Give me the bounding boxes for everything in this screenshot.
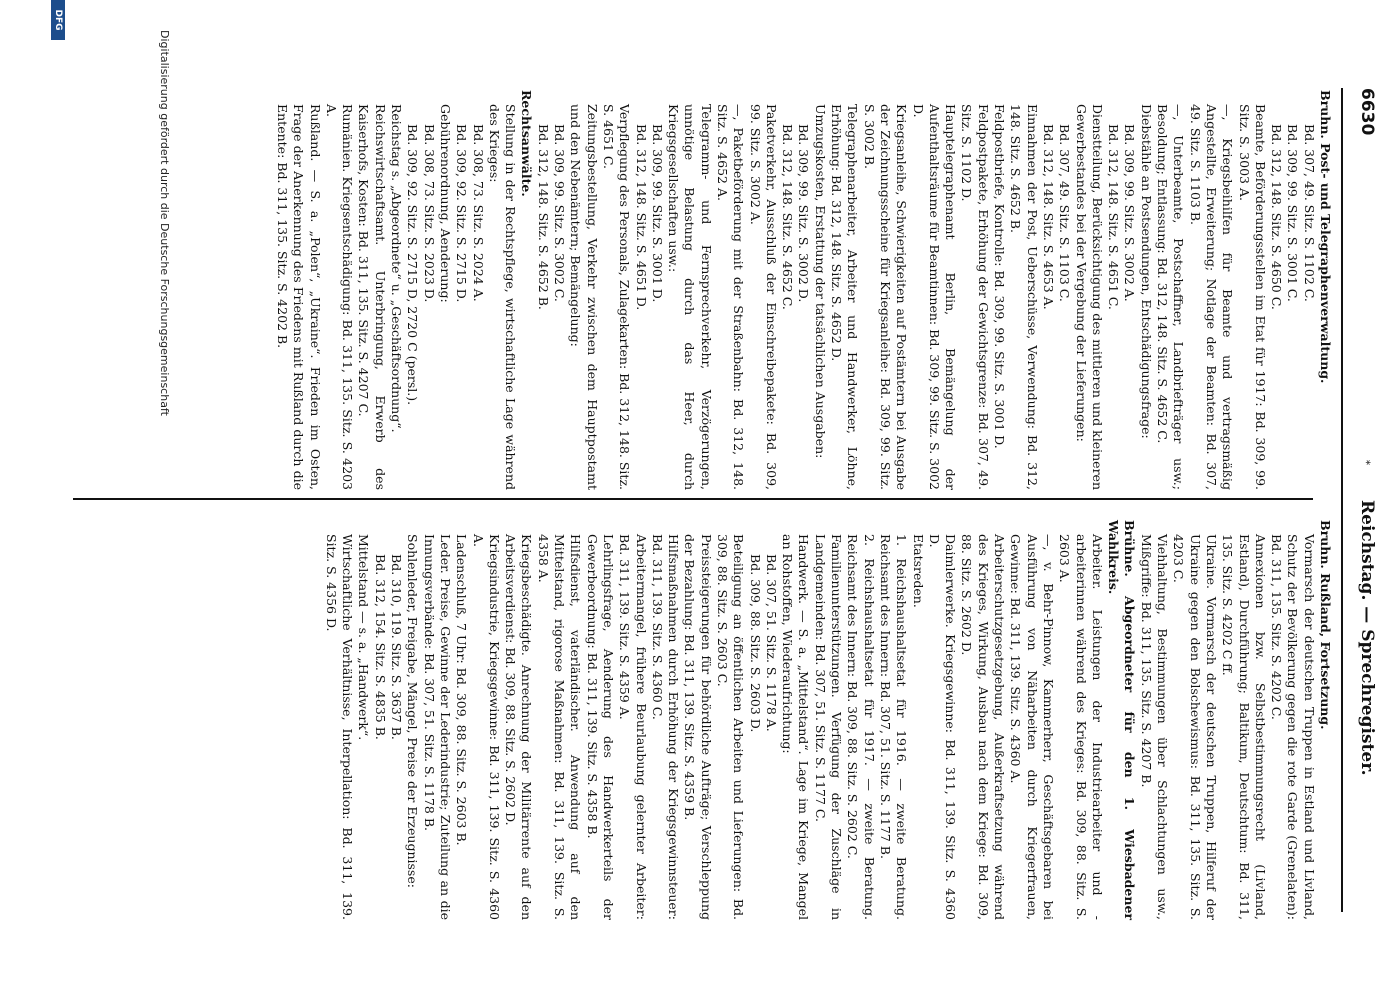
index-entry: Bd. 312, 148. Sitz. S. 4653 A.: [1040, 124, 1056, 310]
index-entry: Paketverkehr, Ausschluß der Einschreibepakete: Bd. 309, 99. Sitz. S. 3002 A.: [747, 104, 779, 490]
index-entry: Viehhaltung, Bestimmungen über Schlachtungen usw., Mißgriffe: Bd. 311, 135. Sitz. S. 4207 B.: [1138, 534, 1171, 920]
index-entry: Feldpostpakete, Erhöhung der Gewichtsgrenze: Bd. 307, 49. Sitz. S. 1102 D.: [959, 104, 991, 490]
index-entry: Bd. 312, 148. Sitz. S. 4650 C.: [1269, 124, 1285, 310]
index-entry: Bd. 312, 148. Sitz. S. 4651 C.: [1106, 124, 1122, 310]
index-entry: Umzugskosten, Erstattung der tatsächlichen Ausgaben:: [812, 104, 828, 459]
index-entry: Sohlenleder, Freigabe, Mängel, Preise der Erzeugnisse:: [405, 534, 421, 888]
index-entry: Feldpostbriefe, Kontrolle: Bd. 309, 99. Sitz. S. 3001 D.: [992, 104, 1008, 449]
entry-heading: Rechtsanwälte.: [519, 90, 535, 197]
index-entry: Bd. 309, 88. Sitz. S. 2603 D.: [747, 554, 763, 733]
index-entry: Hilfsmaßnahmen durch Erhöhung der Kriegsgewinnsteuer: Bd. 311, 139. Sitz. S. 4360 C.: [649, 534, 682, 920]
index-entry: Beamte, Beförderungsstellen im Etat für 1917: Bd. 309, 99. Sitz. S. 3003 A.: [1236, 104, 1268, 490]
index-entry: Arbeitermangel, frühere Beurlaubung gelernter Arbeiter: Bd. 311, 139. Sitz. S. 4359 A.: [617, 534, 649, 920]
index-entry: —, v. Behr-Pinnow, Kammerherr, Geschäftsgebaren bei Ausführung von Näharbeiten durch Kriegerfrauen, Gewinne: Bd. 311, 139. Sitz. S. 4360 A.: [1008, 534, 1056, 920]
index-entry: Lehrlingsfrage, Aenderung des Handwerkerteils der Gewerbeordnung: Bd. 311, 139. Sitz. S. 4358 B.: [584, 534, 616, 920]
index-entry: Bd. 308, 73. Sitz. S. 2023 D.: [421, 124, 437, 303]
index-entry: Hauptelegraphenamt Berlin, Bemängelung der Aufenthaltsräume für Beamtinnen: Bd. 309, 99. Sitz. S. 3002 D.: [910, 104, 959, 490]
index-entry: Rumänien. Kriegsentschädigung: Bd. 311, 135. Sitz. S. 4203 A.: [323, 104, 356, 490]
index-entry: Ukraine. Vormarsch der deutschen Truppen, Hilferuf der Ukraine gegen den Bolschewismus: Bd. 311, 135. Sitz. S. 4203 C.: [1171, 534, 1219, 920]
index-entry: Bd. 310, 119. Sitz. S. 3637 B.: [389, 554, 405, 740]
page-number: 6630: [1357, 88, 1377, 136]
column-divider: [73, 498, 1313, 500]
index-entry: Bd. 309, 99. Sitz. S. 3001 C.: [1285, 124, 1301, 302]
index-entry: Vormarsch der deutschen Truppen in Estland und Livland, Schutz der Bevölkerung gegen die rote Garde (Grenelaten): Bd. 311, 135. Sitz. S. 4202 C.: [1269, 534, 1317, 920]
index-entry: Bd. 309, 92. Sitz. S. 2715 D, 2720 C (persl.).: [405, 124, 421, 406]
index-entry: Daimlerwerke. Kriegsgewinne: Bd. 311, 139. Sitz. S. 4360 D.: [926, 534, 959, 920]
index-entry: Verpflegung des Personals, Zulagekarten: Bd. 312, 148. Sitz. S. 4651 C.: [600, 104, 633, 491]
right-column: [323, 520, 1333, 920]
index-entry: Leder. Preise, Gewinne der Lederindustrie; Zuteilung an die Innungsverbände: Bd. 307, 51. Sitz. S. 1178 B.: [421, 534, 453, 920]
index-entry: Stellung in der Rechtspflege, wirtschaftliche Lage während des Krieges:: [486, 104, 519, 490]
index-entry: Reichstag s. „Abgeordnete“ u. „Geschäftsordnung“.: [389, 104, 405, 433]
index-entry: Bd. 307, 51. Sitz. S. 1178 A.: [763, 554, 779, 732]
index-entry: Bd. 312, 148. Sitz. S. 4652 C.: [780, 124, 796, 310]
index-entry: Beteiligung an öffentlichen Arbeiten und Lieferungen: Bd. 309, 88. Sitz. S. 2603 C.: [715, 534, 747, 920]
index-entry: Dienstteilung, Berücksichtigung des mittleren und kleineren Gewerbestandes bei der Vergebung der Lieferungen:: [1073, 104, 1105, 490]
index-entry: Telegraphenarbeiter, Arbeiter und Handwerker, Löhne, Erhöhung: Bd. 312, 148. Sitz. S. 4652 D.: [829, 104, 861, 490]
index-entry: Annexionen bzw. Selbstbestimmungsrecht (Livland, Estland), Durchführung; Baltikum, Deutschtum: Bd. 311, 135. Sitz. S. 4202 C ff.: [1220, 534, 1268, 920]
index-entry: Rußland. — S. a. „Polen“, „Ukraine“. Frieden im Osten, Frage der Anerkennung des Friedens mit Rußland durch die Entente: Bd. 311, 135. Sitz. S. 4202 B.: [275, 104, 323, 490]
index-entry: Diebstähle an Postsendungen, Entschädigungsfrage:: [1138, 104, 1154, 439]
index-entry: Kriegsbeschädigte. Anrechnung der Militärrente auf den Arbeitsverdienst: Bd. 309, 88. Sitz. S. 2602 D.: [503, 534, 535, 920]
index-entry: Bd. 309, 99. Sitz. S. 3002 C.: [552, 124, 568, 302]
index-entry: Einnahmen der Post, Ueberschüsse, Verwendung: Bd. 312, 148. Sitz. S. 4652 B.: [1008, 104, 1040, 490]
index-entry: Bd. 307, 49. Sitz. S. 1102 C.: [1301, 124, 1317, 302]
dfg-logo: DFG: [51, 0, 65, 40]
index-entry: Familienunterstützungen. Verfügung der Zuschläge in Landgemeinden: Bd. 307, 51. Sitz. S. 1177 C.: [812, 534, 845, 920]
index-entry: Bd. 312, 148. Sitz. S. 4651 D.: [633, 124, 649, 311]
header-rule: [1341, 88, 1343, 912]
page-star: *: [1360, 460, 1371, 465]
index-entry: Wirtschaftliche Verhältnisse, Interpellation: Bd. 311, 139. Sitz. S. 4356 D.: [323, 534, 356, 920]
left-column: [274, 90, 1333, 490]
index-entry: Preissteigerungen für behördliche Aufträge; Verschleppung der Bezahlung: Bd. 311, 139. Sitz. S. 4359 B.: [682, 534, 714, 920]
index-entry: Kriegsanleihe, Schwierigkeiten auf Postämtern bei Ausgabe der Zeichnungsscheine für Kriegsanleihe: Bd. 309, 99. Sitz. S. 3002 B.: [861, 104, 910, 490]
index-entry: Telegramm- und Fernsprechverkehr, Verzögerungen, unnötige Belastung durch das Heer, durch Kriegsgesellschaften usw.:: [666, 104, 714, 490]
index-entry: Arbeiterschutzgesetzgebung, Außerkraftsetzung während des Krieges, Wirkung, Ausbau nach dem Kriege: Bd. 309, 88. Sitz. S. 2602 D.: [959, 534, 1008, 920]
index-entry: Etatsreden.: [910, 534, 926, 608]
entry-heading: Brühne. Abgeordneter für den 1. Wiesbadener Wahlkreis.: [1106, 520, 1138, 920]
index-entry: Handwerk. — S. a. „Mittelstand“. Lage im Kriege, Mangel an Rohstoffen, Wiederaufrichtung:: [780, 534, 812, 920]
index-entry: Bd. 307, 49. Sitz. S. 1103 C.: [1057, 124, 1073, 302]
index-entry: —, Kriegsbeihilfen für Beamte und vertragsmäßig Angestellte, Erweiterung; Notlage der Beamten: Bd. 307, 49. Sitz. S. 1103 B.: [1187, 104, 1236, 490]
footer-note: Digitalisierung gefördert durch die Deutsche Forschungsgemeinschaft: [158, 30, 171, 416]
index-entry: Reichswirtschaftsamt. Unterbringung, Erwerb des Kaiserhofs, Kosten: Bd. 311, 135. Sitz. S. 4207 C.: [356, 104, 388, 490]
entry-heading: Bruhn. Post- und Telegraphenverwaltung.: [1318, 90, 1333, 384]
index-entry: Hilfsdienst, vaterländischer. Anwendung auf den Mittelstand, rigorose Maßnahmen: Bd. 311, 139. Sitz. S. 4358 A.: [535, 534, 584, 920]
index-entry: Arbeiter. Leistungen der Industriearbeiter und -arbeiterinnen während des Krieges: Bd. 309, 88. Sitz. S. 2603 A.: [1057, 534, 1105, 920]
index-entry: Gebührenordnung, Aenderung:: [437, 104, 453, 303]
index-entry: Zeitungsbestellung, Verkehr zwischen dem Hauptpostamt und den Nebenämtern; Bemängelung:: [568, 104, 600, 490]
index-entry: Bd. 308, 73. Sitz. S. 2024 A.: [470, 124, 486, 302]
index-entry: Bd. 309, 92. Sitz. S. 2715 D.: [454, 124, 470, 303]
index-entry: —, Unterbeamte, Postschaffner, Landbriefträger usw.; Besoldung; Entlassung: Bd. 312, 148. Sitz. S. 4652 C.: [1155, 104, 1187, 490]
index-entry: Bd. 309, 99. Sitz. S. 3002 A.: [1122, 124, 1138, 302]
index-entry: Bd. 309, 99. Sitz. S. 3002 D.: [796, 124, 812, 303]
index-entry: Ladenschluß, 7 Uhr: Bd. 309, 88. Sitz. S. 2603 B.: [454, 534, 470, 846]
index-entry: Bd. 312, 148. Sitz. S. 4652 B.: [535, 124, 551, 310]
index-entry: 2. Reichshaushaltsetat für 1917. — zweite Beratung. Reichsamt des Innern: Bd. 309, 88. Sitz. S. 2602 C.: [845, 534, 877, 920]
index-entry: —, Paketbeförderung mit der Straßenbahn: Bd. 312, 148. Sitz. S. 4652 A.: [715, 104, 747, 490]
entry-heading: Bruhn. Rußland, Fortsetzung.: [1318, 520, 1333, 730]
index-entry: Kriegsindustrie, Kriegsgewinne: Bd. 311, 139. Sitz. S. 4360 A.: [470, 534, 502, 920]
index-entry: Mittelstand — s. a. „Handwerk“.: [356, 534, 372, 741]
index-entry: 1. Reichshaushaltsetat für 1916. — zweite Beratung. Reichsamt des Innern: Bd. 307, 51. Sitz. S. 1177 B.: [877, 534, 910, 920]
index-entry: Bd. 312, 154. Sitz. S. 4835 B.: [372, 554, 388, 740]
running-title: Reichstag. — Sprechregister.: [1357, 500, 1377, 776]
index-entry: Bd. 309, 99. Sitz. S. 3001 D.: [649, 124, 665, 303]
